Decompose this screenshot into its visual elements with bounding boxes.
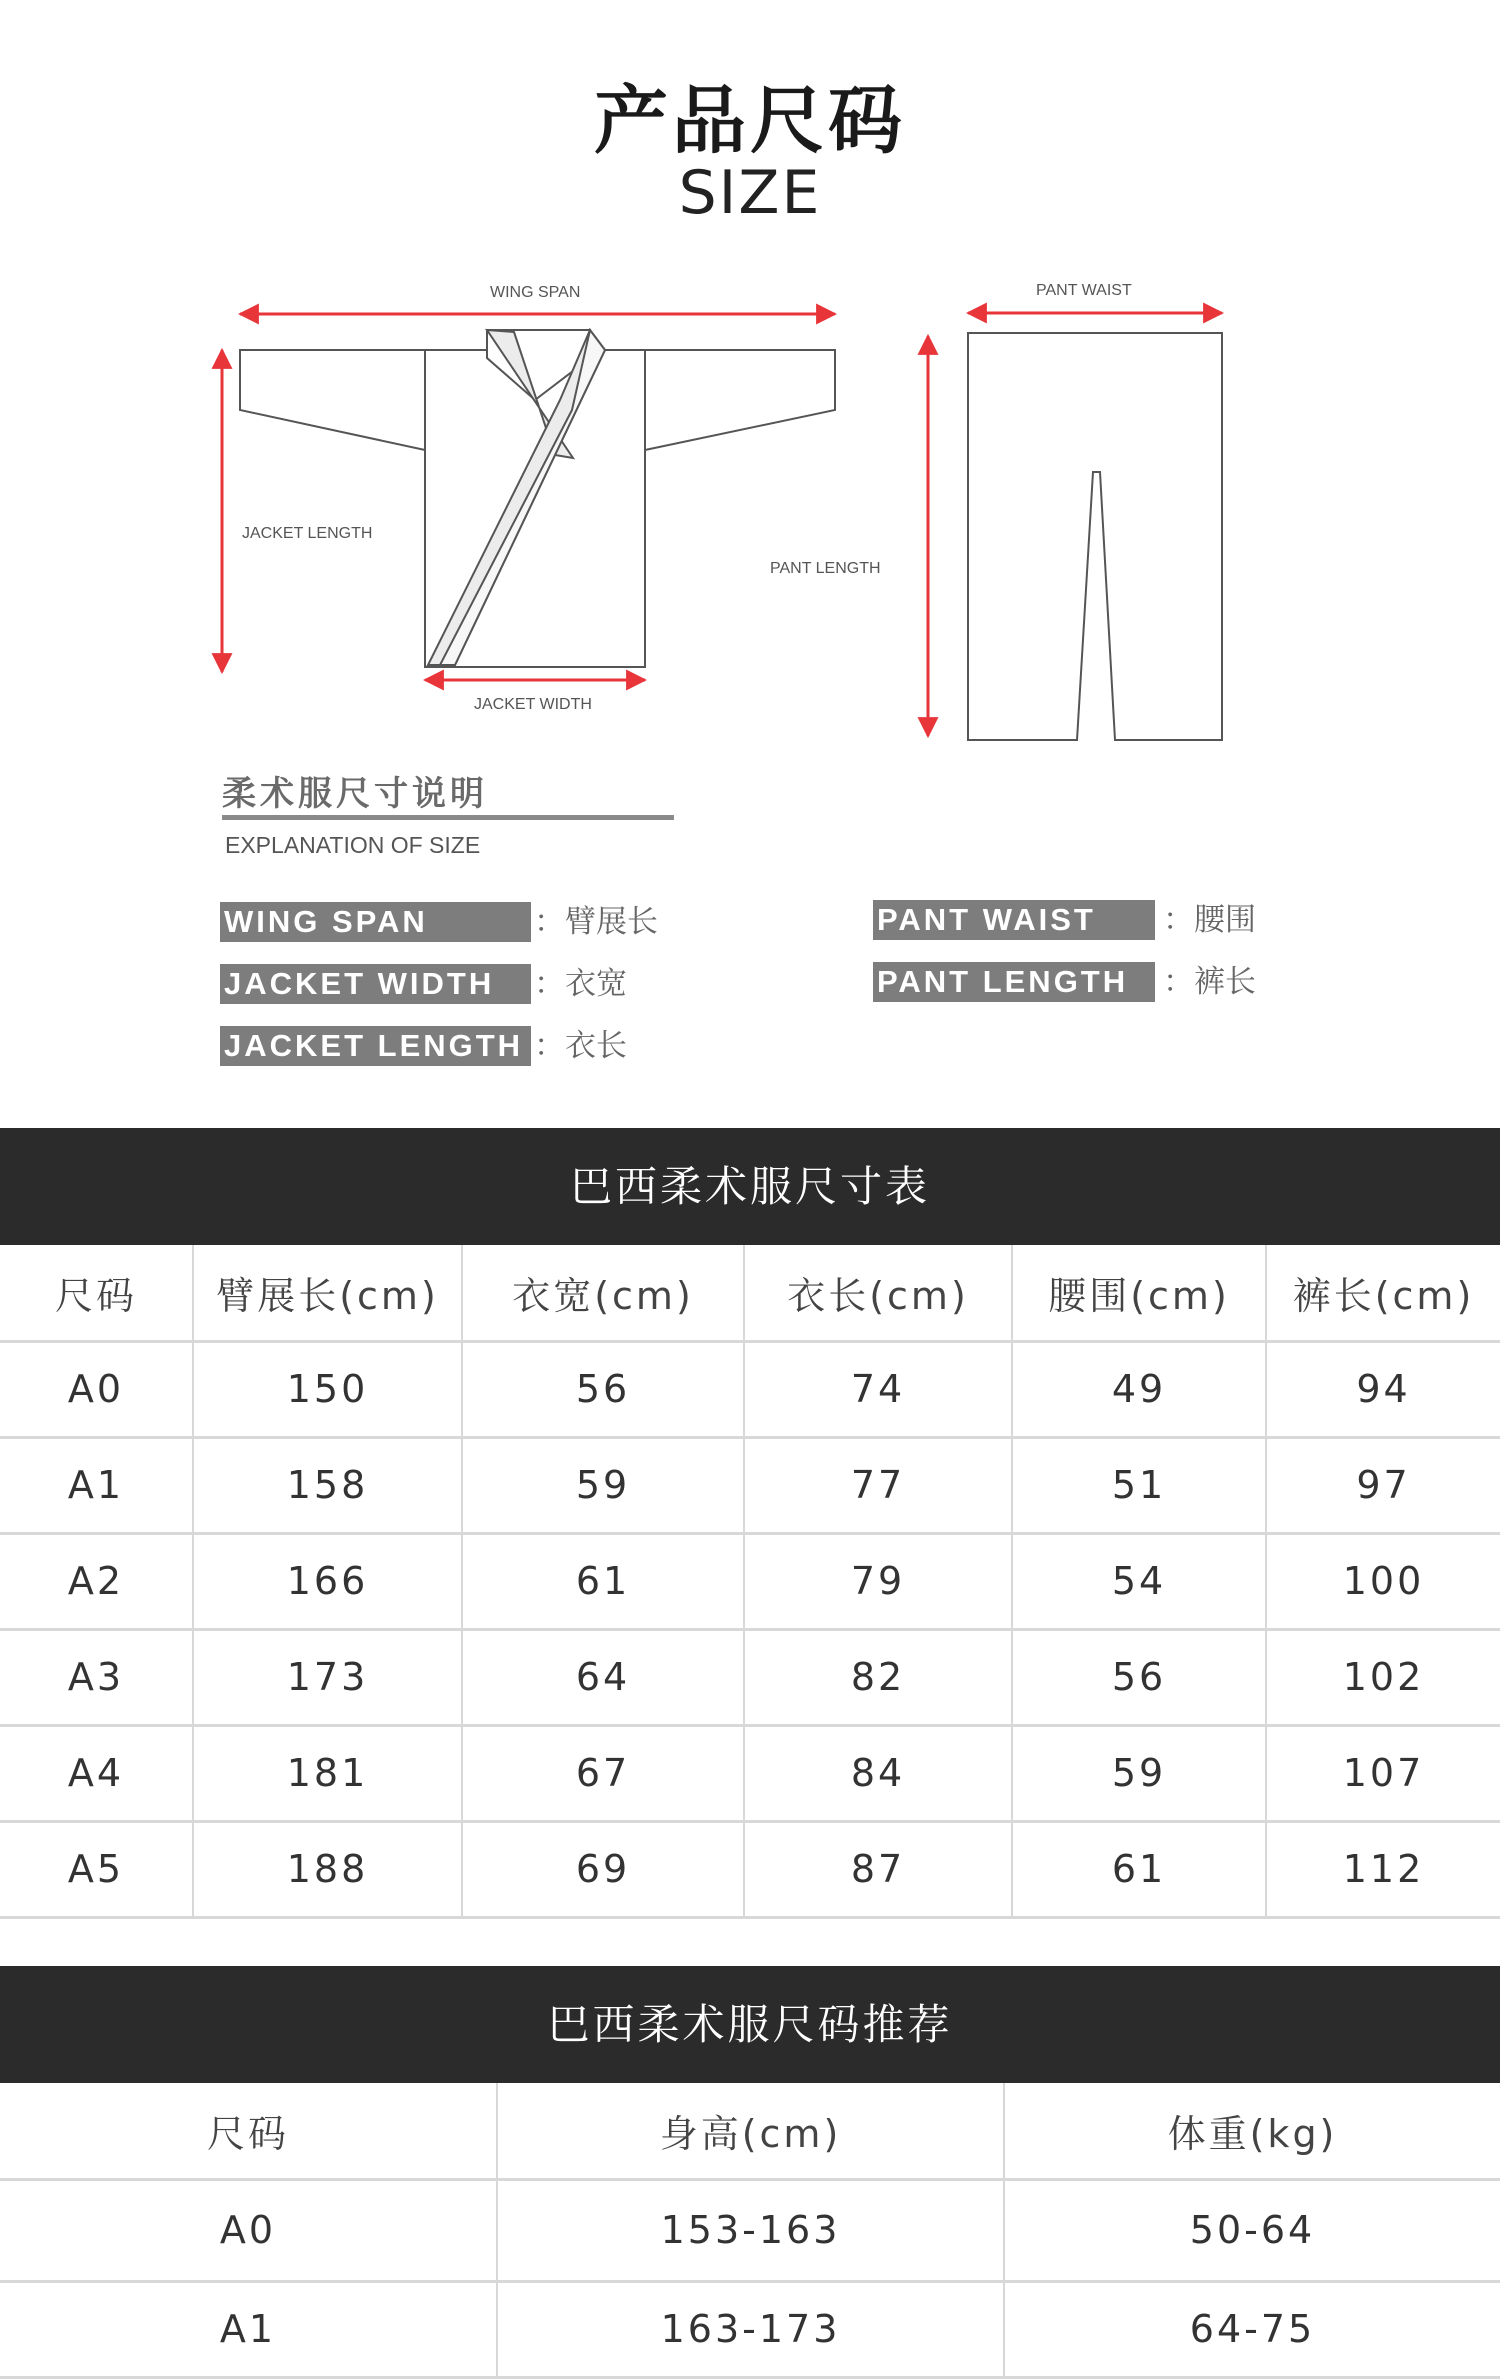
table-cell: 97 xyxy=(1266,1437,1500,1533)
table-row xyxy=(0,1341,1500,1437)
explanation-title: 柔术服尺寸说明 xyxy=(222,774,488,814)
pant-waist-label: PANT WAIST xyxy=(1036,282,1132,299)
table-row xyxy=(0,1533,1500,1629)
term-definition: ：衣长 xyxy=(534,1028,627,1064)
term-definition: ：腰围 xyxy=(1163,902,1256,938)
term-tag: PANT LENGTH xyxy=(873,962,1155,1002)
table-cell: 102 xyxy=(1266,1629,1500,1725)
table-cell: 56 xyxy=(1012,1629,1266,1725)
term-pant-length xyxy=(873,962,1293,1002)
jacket-drawing xyxy=(240,330,835,667)
size-diagram xyxy=(0,260,1500,760)
explanation-subtitle: EXPLANATION OF SIZE xyxy=(225,832,481,858)
table-cell: 67 xyxy=(462,1725,744,1821)
table-cell: 158 xyxy=(193,1437,462,1533)
page-title: 产品尺码 xyxy=(594,78,906,164)
table-cell: 59 xyxy=(462,1437,744,1533)
term-definition: ：裤长 xyxy=(1163,964,1256,1000)
table-cell: 64-75 xyxy=(1004,2281,1500,2377)
table-cell: 173 xyxy=(193,1629,462,1725)
column-header: 身高(cm) xyxy=(497,2083,1004,2179)
table-cell: 87 xyxy=(744,1821,1012,1917)
column-header: 腰围(cm) xyxy=(1012,1245,1266,1341)
table-row xyxy=(0,1821,1500,1917)
table-cell: 59 xyxy=(1012,1725,1266,1821)
table-cell: 153-163 xyxy=(497,2179,1004,2281)
column-header: 尺码 xyxy=(0,2083,497,2179)
table-cell: A0 xyxy=(0,2179,497,2281)
table-cell: A1 xyxy=(0,1437,193,1533)
pants-drawing xyxy=(968,333,1222,740)
table-cell: 61 xyxy=(1012,1821,1266,1917)
term-jacket-length xyxy=(220,1026,700,1066)
term-tag: JACKET WIDTH xyxy=(220,964,531,1004)
table-cell: 79 xyxy=(744,1533,1012,1629)
table-cell: 150 xyxy=(193,1341,462,1437)
pant-length-label: PANT LENGTH xyxy=(770,560,881,577)
term-tag: WING SPAN xyxy=(220,902,531,942)
term-tag: JACKET LENGTH xyxy=(220,1026,531,1066)
table-cell: 51 xyxy=(1012,1437,1266,1533)
column-header: 裤长(cm) xyxy=(1266,1245,1500,1341)
table-row xyxy=(0,1437,1500,1533)
table-cell: A5 xyxy=(0,1821,193,1917)
table-cell: 50-64 xyxy=(1004,2179,1500,2281)
column-header: 衣宽(cm) xyxy=(462,1245,744,1341)
table-cell: 69 xyxy=(462,1821,744,1917)
garment-illustration xyxy=(0,260,1500,760)
table-cell: A2 xyxy=(0,1533,193,1629)
table-cell: 54 xyxy=(1012,1533,1266,1629)
table-cell: 74 xyxy=(744,1341,1012,1437)
table-cell: 77 xyxy=(744,1437,1012,1533)
term-definition: ：衣宽 xyxy=(534,966,627,1002)
recommend-table-header: 巴西柔术服尺码推荐 xyxy=(0,1966,1500,2083)
table-cell: 181 xyxy=(193,1725,462,1821)
table-row xyxy=(0,2179,1500,2281)
table-cell: 49 xyxy=(1012,1341,1266,1437)
table-cell: A1 xyxy=(0,2281,497,2377)
table-cell: A3 xyxy=(0,1629,193,1725)
table-cell: 82 xyxy=(744,1629,1012,1725)
jacket-width-label: JACKET WIDTH xyxy=(474,696,592,713)
table-cell: 61 xyxy=(462,1533,744,1629)
term-jacket-width xyxy=(220,964,700,1004)
size-table-header: 巴西柔术服尺寸表 xyxy=(0,1128,1500,1245)
table-row xyxy=(0,1725,1500,1821)
table-cell: A4 xyxy=(0,1725,193,1821)
table-cell: 94 xyxy=(1266,1341,1500,1437)
table-header-row xyxy=(0,2083,1500,2179)
column-header: 衣长(cm) xyxy=(744,1245,1012,1341)
table-cell: 84 xyxy=(744,1725,1012,1821)
table-cell: 163-173 xyxy=(497,2281,1004,2377)
table-cell: 112 xyxy=(1266,1821,1500,1917)
table-cell: A0 xyxy=(0,1341,193,1437)
wing-span-label: WING SPAN xyxy=(490,284,581,301)
term-wing-span xyxy=(220,902,700,942)
column-header: 体重(kg) xyxy=(1004,2083,1500,2179)
table-cell: 56 xyxy=(462,1341,744,1437)
table-row xyxy=(0,1629,1500,1725)
jacket-length-label: JACKET LENGTH xyxy=(242,525,373,542)
term-pant-waist xyxy=(873,900,1293,940)
size-table xyxy=(0,1245,1500,1919)
explanation-divider xyxy=(222,815,674,820)
table-cell: 166 xyxy=(193,1533,462,1629)
table-header-row xyxy=(0,1245,1500,1341)
column-header: 臂展长(cm) xyxy=(193,1245,462,1341)
table-cell: 107 xyxy=(1266,1725,1500,1821)
table-cell: 188 xyxy=(193,1821,462,1917)
recommend-table xyxy=(0,2083,1500,2379)
table-cell: 64 xyxy=(462,1629,744,1725)
column-header: 尺码 xyxy=(0,1245,193,1341)
term-definition: ：臂展长 xyxy=(534,904,658,940)
table-cell: 100 xyxy=(1266,1533,1500,1629)
table-row xyxy=(0,2281,1500,2377)
page-subtitle: SIZE xyxy=(678,158,822,228)
term-tag: PANT WAIST xyxy=(873,900,1155,940)
